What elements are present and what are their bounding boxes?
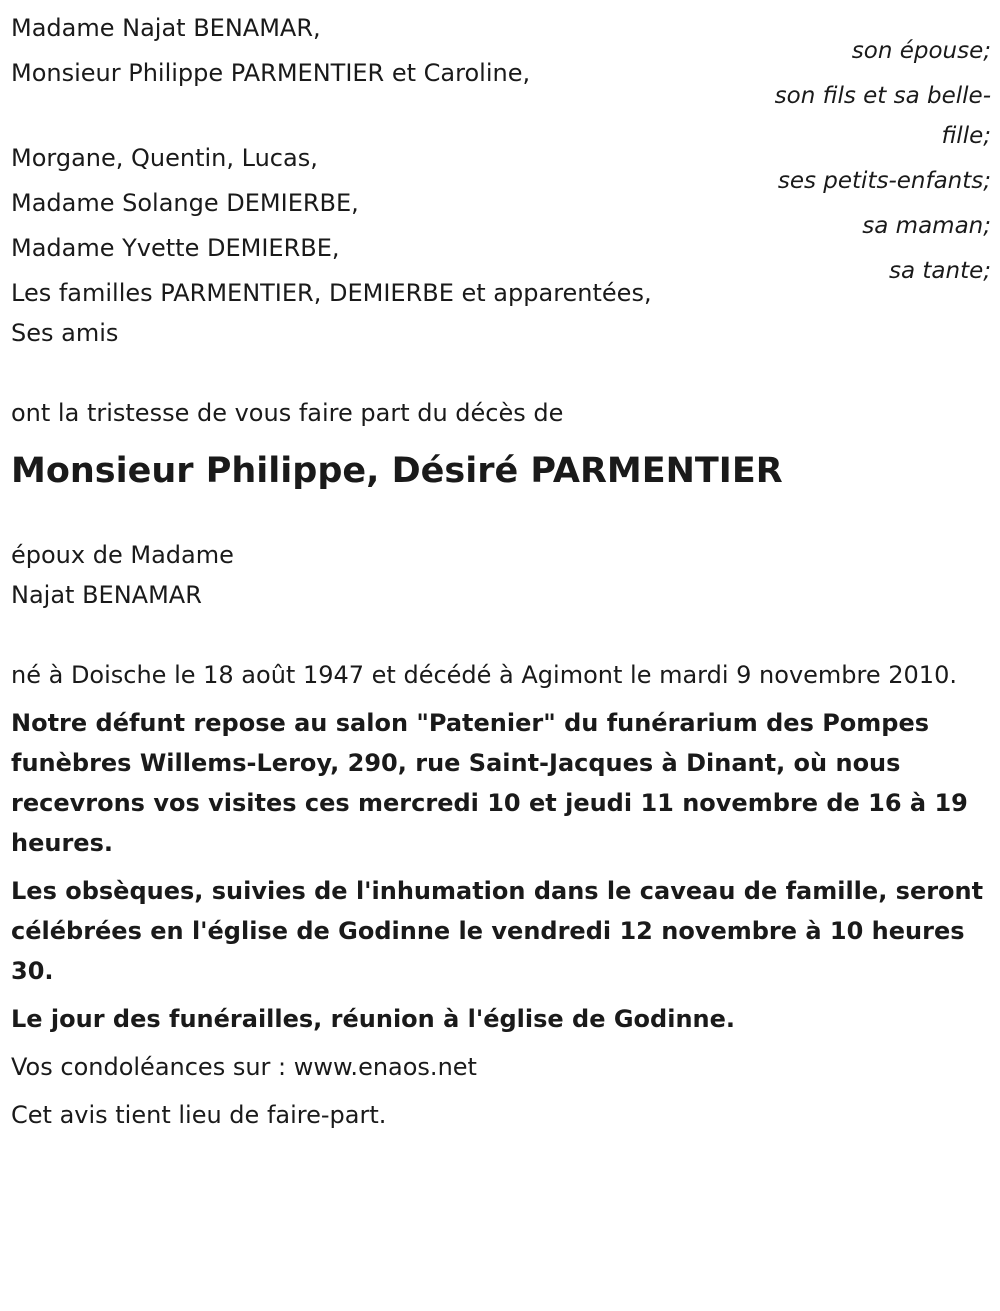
family-relation: ses petits-enfants;	[777, 168, 991, 194]
family-name: Madame Yvette DEMIERBE,	[11, 234, 340, 262]
funeral-text: Les obsèques, suivies de l'inhumation dans le caveau de famille, seront célébrées en l'église de Godinne le vendredi 12 novembre à 10 heures 30.	[11, 877, 984, 985]
deceased-name: Monsieur Philippe, Désiré PARMENTIER	[11, 451, 783, 491]
meeting-text: Le jour des funérailles, réunion à l'église de Godinne.	[11, 1005, 736, 1033]
obituary-notice	[11, 8, 991, 1135]
birth-death-text: né à Doische le 18 août 1947 et décédé à Agimont le mardi 9 novembre 2010.	[11, 661, 957, 689]
family-name: Monsieur Philippe PARMENTIER et Caroline,	[11, 59, 531, 87]
families-line: Les familles PARMENTIER, DEMIERBE et apparentées,	[11, 279, 652, 307]
notice-text: Cet avis tient lieu de faire-part.	[11, 1101, 387, 1129]
spouse-line-2: Najat BENAMAR	[11, 581, 202, 609]
family-relation: sa tante;	[889, 258, 991, 284]
family-relation: sa maman;	[862, 213, 991, 239]
family-name: Morgane, Quentin, Lucas,	[11, 144, 318, 172]
family-relation: son fils et sa belle-fille;	[774, 83, 991, 149]
friends-line: Ses amis	[11, 319, 119, 347]
family-name: Madame Solange DEMIERBE,	[11, 189, 359, 217]
family-relation: son épouse;	[851, 38, 991, 64]
spouse-line-1: époux de Madame	[11, 541, 234, 569]
condolences-text: Vos condoléances sur : www.enaos.net	[11, 1053, 477, 1081]
visitation-text: Notre défunt repose au salon "Patenier" du funérarium des Pompes funèbres Willems-Leroy, 290, rue Saint-Jacques à Dinant, où nous recevrons vos visites ces mercredi 10 et jeudi 11 novembre de 16 à 19 heures.	[11, 709, 968, 857]
announcement-text: ont la tristesse de vous faire part du décès de	[11, 399, 564, 427]
family-name: Madame Najat BENAMAR,	[11, 14, 321, 42]
